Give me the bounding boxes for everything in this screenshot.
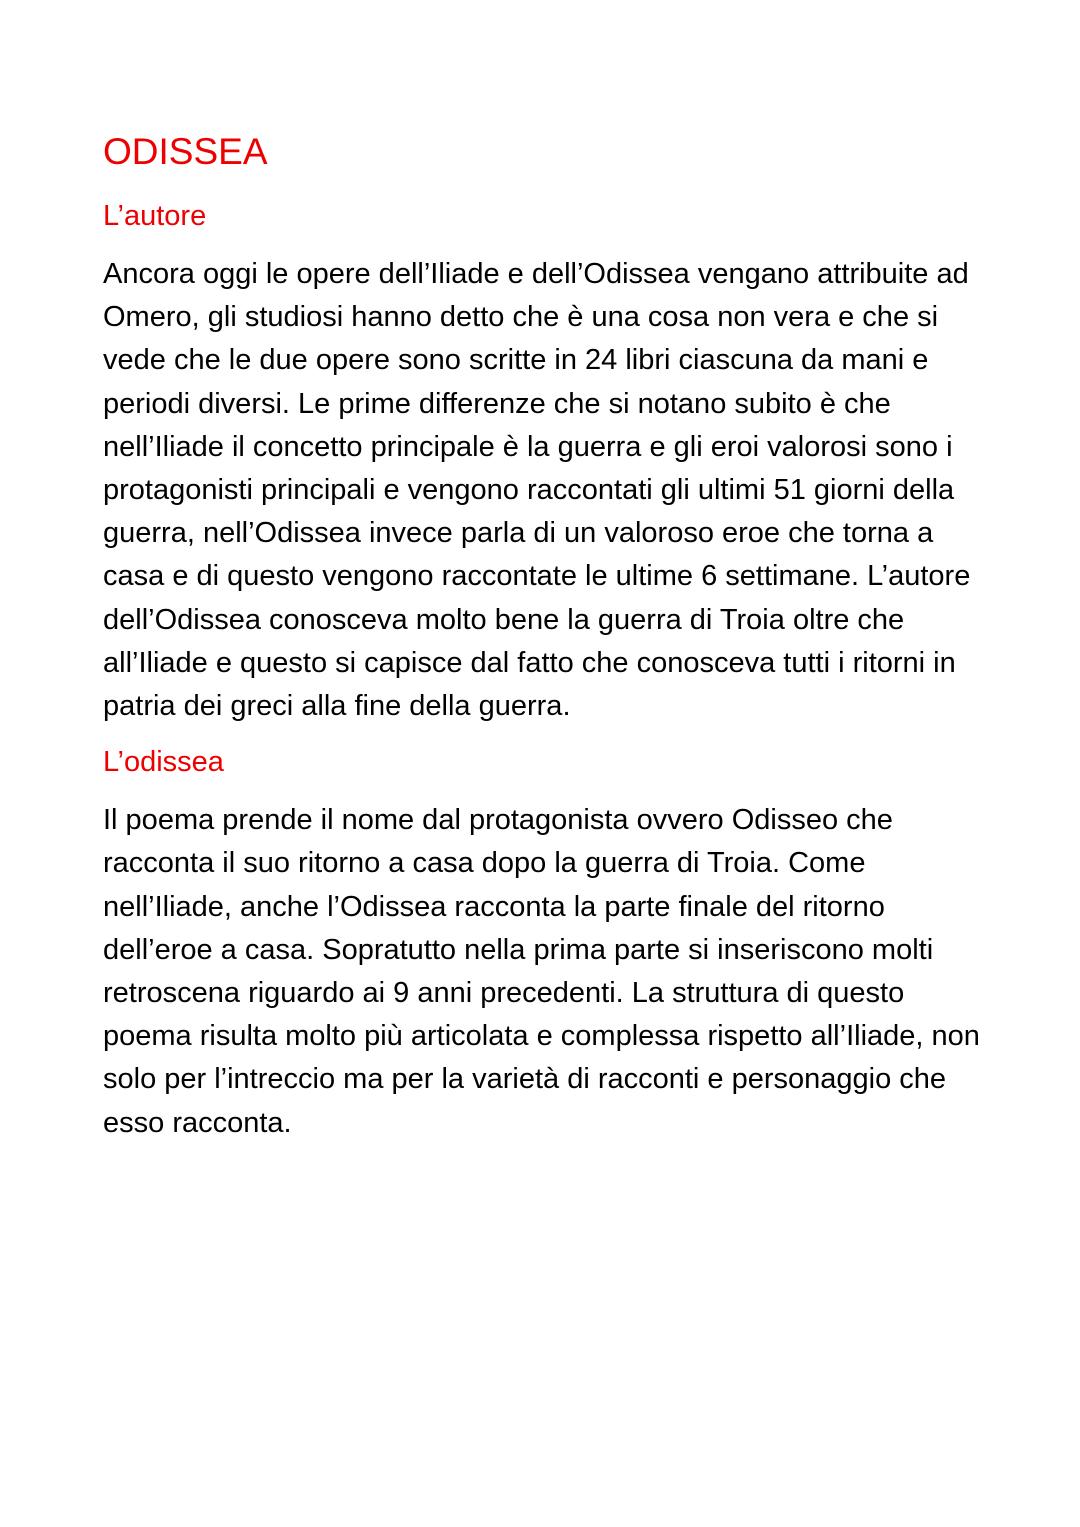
- section-heading: L’odissea: [103, 746, 224, 779]
- section-paragraph: Il poema prende il nome dal protagonista ovvero Odisseo che racconta il suo ritorno a casa dopo la guerra di Troia. Come nell’Iliade, anche l’Odissea racconta la parte finale del ritorno dell’eroe a casa. Sopratutto nella prima parte si inseriscono molti retroscena riguardo ai 9 anni precedenti. La struttura di questo poema risulta molto più articolata e complessa rispetto all’Iliade, non solo per l’intreccio ma per la varietà di racconti e personaggio che esso racconta.: [103, 804, 980, 1139]
- section-paragraph: Ancora oggi le opere dell’Iliade e dell’Odissea vengano attribuite ad Omero, gli studiosi hanno detto che è una cosa non vera e che si vede che le due opere sono scritte in 24 libri ciascuna da mani e periodi diversi. Le prime differenze che si notano subito è che nell’Iliade il concetto principale è la guerra e gli eroi valorosi sono i protagonisti principali e vengono raccontati gli ultimi 51 giorni della guerra, nell’Odissea invece parla di un valoroso eroe che torna a casa e di questo vengono raccontate le ultime 6 settimane. L’autore dell’Odissea conosceva molto bene la guerra di Troia oltre che all’Iliade e questo si capisce dal fatto che conosceva tutti i ritorni in patria dei greci alla fine della guerra.: [103, 258, 971, 723]
- document-content: [103, 128, 983, 1145]
- document-title: ODISSEA: [103, 131, 268, 172]
- section-odissea: [103, 742, 983, 1145]
- section-autore: [103, 196, 983, 728]
- section-heading: L’autore: [103, 200, 207, 232]
